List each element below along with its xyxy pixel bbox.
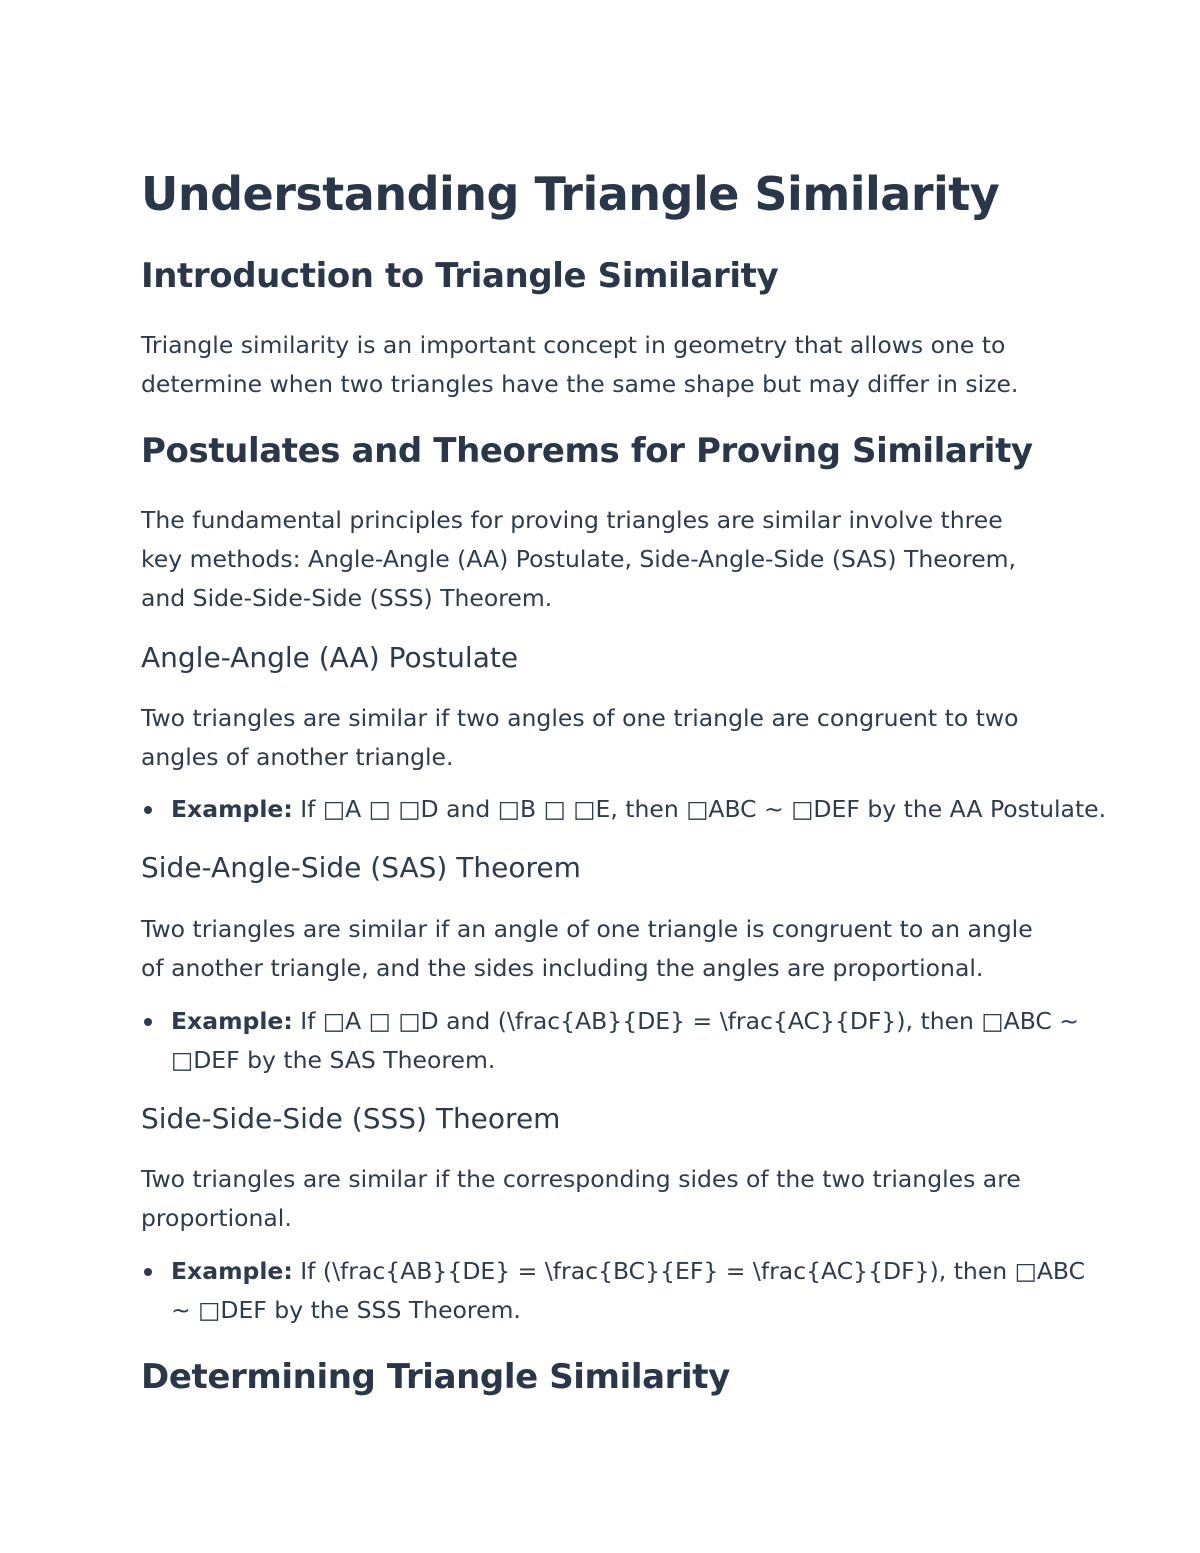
aa-line-2: angles of another triangle.: [141, 743, 454, 771]
sas-line-1: Two triangles are similar if an angle of one triangle is congruent to an angle: [141, 915, 1033, 943]
postulates-line-1: The fundamental principles for proving triangles are similar involve three: [141, 506, 1003, 534]
sss-example-line-1: If (\frac{AB}{DE} = \frac{BC}{EF} = \frac{AC}{DF}), then □ABC: [292, 1257, 1086, 1285]
intro-line-1: Triangle similarity is an important concept in geometry that allows one to: [141, 331, 1006, 359]
aa-example-label: Example:: [171, 795, 293, 823]
sss-line-2: proportional.: [141, 1204, 292, 1232]
intro-line-2: determine when two triangles have the same shape but may differ in size.: [141, 370, 1019, 398]
sas-example-item: [141, 1002, 1079, 1080]
postulates-line-2: key methods: Angle-Angle (AA) Postulate, Side-Angle-Side (SAS) Theorem,: [141, 545, 1017, 573]
aa-heading: Angle-Angle (AA) Postulate: [141, 641, 519, 674]
postulates-heading: Postulates and Theorems for Proving Similarity: [141, 431, 1033, 471]
sas-heading: Side-Angle-Side (SAS) Theorem: [141, 851, 581, 884]
determining-heading: Determining Triangle Similarity: [141, 1357, 730, 1397]
sss-heading: Side-Side-Side (SSS) Theorem: [141, 1102, 561, 1135]
postulates-line-3: and Side-Side-Side (SSS) Theorem.: [141, 584, 553, 612]
sas-example-label: Example:: [171, 1007, 293, 1035]
bullet-dot: [144, 1018, 152, 1026]
document-title: Understanding Triangle Similarity: [141, 167, 1000, 221]
postulates-paragraph: [141, 501, 1071, 618]
bullet-dot: [144, 806, 152, 814]
sss-line-1: Two triangles are similar if the corresponding sides of the two triangles are: [141, 1165, 1021, 1193]
sas-example-line-1: If □A □ □D and (\frac{AB}{DE} = \frac{AC}{DF}), then □ABC ~: [292, 1007, 1079, 1035]
sss-example-line-2: ~ □DEF by the SSS Theorem.: [171, 1296, 521, 1324]
sas-example-line-2: □DEF by the SAS Theorem.: [171, 1046, 496, 1074]
sas-paragraph: [141, 910, 1071, 988]
aa-line-1: Two triangles are similar if two angles of one triangle are congruent to two: [141, 704, 1019, 732]
aa-example-item: [141, 790, 1107, 829]
intro-paragraph: [141, 326, 1071, 404]
sss-paragraph: [141, 1160, 1071, 1238]
aa-example-line-1: If □A □ □D and □B □ □E, then □ABC ~ □DEF by the AA Postulate.: [292, 795, 1107, 823]
sss-example-item: [141, 1252, 1086, 1330]
bullet-dot: [144, 1268, 152, 1276]
aa-paragraph: [141, 699, 1071, 777]
sss-example-label: Example:: [171, 1257, 293, 1285]
sas-line-2: of another triangle, and the sides including the angles are proportional.: [141, 954, 984, 982]
intro-heading: Introduction to Triangle Similarity: [141, 256, 779, 296]
